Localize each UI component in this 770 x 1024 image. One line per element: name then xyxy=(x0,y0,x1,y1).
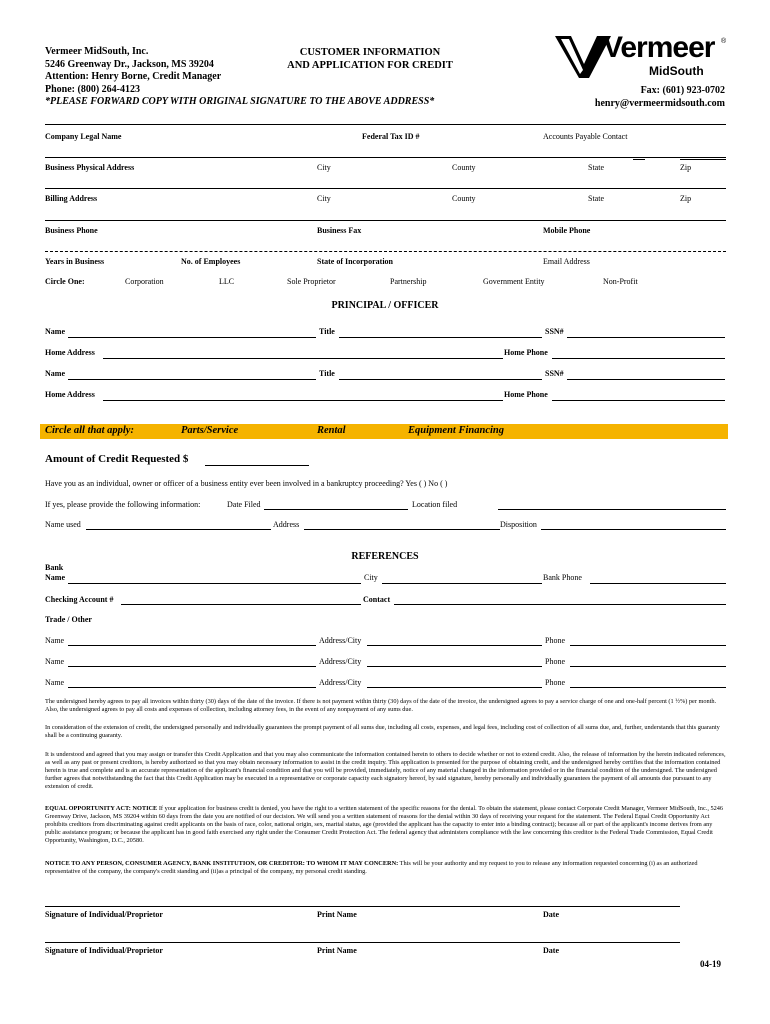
release-notice xyxy=(45,860,727,876)
equal-opportunity-text: If your application for business credit is denied, you have the right to a written statement of the specific reasons for the denial. To obtain the statement, please contact Corporate Credit Manager, Vermeer MidSouth, Inc., 5246 Greenway Drive, Jackson, MS 39204 within 60 days from the date you are notified of our decision. We will send you a written statement of reasons for the denial within 30 days of receiving your request for the statement. The Federal Equal Credit Opportunity Act prohibits creditors from discriminating against credit applicants on the basis of race, color, national origin, sex, marital status, age (provided the applicant has the capacity to enter into a binding contract); because all or part of the applicant's income derives from any public assistance program; or because the applicant has in good faith exercised any right under the Consumer Credit Protection Act. The federal agency that administers compliance with the law concerning this creditor is the Federal Trade Commission, Equal Credit Opportunity, Washington, D.C., 20580. xyxy=(45,805,724,845)
company-fax: Fax: (601) 923-0702 xyxy=(640,85,725,96)
trade2-phone-label: Phone xyxy=(545,657,565,666)
tax-id-label: Federal Tax ID # xyxy=(362,132,420,141)
trade3-name-label: Name xyxy=(45,678,65,687)
credit-amount-label: Amount of Credit Requested $ xyxy=(45,453,189,465)
principal-name-field[interactable] xyxy=(68,337,316,338)
billing-state-label: State xyxy=(588,194,604,203)
ap-contact-label: Accounts Payable Contact xyxy=(543,132,628,141)
signature1-label: Signature of Individual/Proprietor xyxy=(45,910,163,919)
trade1-phone-field[interactable] xyxy=(570,645,726,646)
principal2-name-field[interactable] xyxy=(68,379,316,380)
entity-partnership[interactable]: Partnership xyxy=(390,277,427,286)
billing-zip-label: Zip xyxy=(680,194,692,203)
city-label: City xyxy=(317,163,331,172)
physical-address-label: Business Physical Address xyxy=(45,163,135,172)
trade3-name-field[interactable] xyxy=(68,687,316,688)
disposition-label: Disposition xyxy=(500,520,537,529)
terms-assignment: It is understood and agreed that you may assign or transfer this Credit Application and that you may also communicate the information contained herein to others to decide whether or not to extend credit. Also, the release of information by the herein indicated references, as well as any past or present creditors, is hereby authorized so that you may obtain necessary information to assist in the credit inquiry. This application is presented for the purpose of obtaining credit, and the undersigned hereby certifies that the information contained herein is true and complete and is an accurate representation of the applicant's financial condition and that you will be provided, immediately, notice of any material changed in the information provided or in the financial condition of the undersigned. The undersigned further agrees that notwithstanding the fact that this Credit Application may be executed in a representative or corporate capacity each signatory hereof, by said signature, hereby personally and individually guarantees the payment of all amounts due pursuant to any extension of credit. xyxy=(45,751,726,791)
contact-field[interactable] xyxy=(394,604,726,605)
disposition-field[interactable] xyxy=(541,529,726,530)
trade3-address-label: Address/City xyxy=(319,678,362,687)
date1-label: Date xyxy=(543,910,559,919)
trade2-name-field[interactable] xyxy=(68,666,316,667)
county-label: County xyxy=(452,163,476,172)
principal2-ssn-field[interactable] xyxy=(567,379,725,380)
references-heading: REFERENCES xyxy=(351,551,419,562)
state-label: State xyxy=(588,163,604,172)
entity-nonprofit[interactable]: Non-Profit xyxy=(603,277,638,286)
entity-llc[interactable]: LLC xyxy=(219,277,235,286)
divider xyxy=(680,159,726,160)
equal-opportunity-heading: EQUAL OPPORTUNITY ACT: NOTICE xyxy=(45,805,158,812)
trade-label: Trade / Other xyxy=(45,615,92,624)
principal2-home-phone-label: Home Phone xyxy=(504,390,548,399)
logo-wordmark: Vermeer xyxy=(603,31,715,64)
print-name1-label: Print Name xyxy=(317,910,357,919)
billing-address-label: Billing Address xyxy=(45,194,98,203)
divider xyxy=(45,124,726,125)
option-equipment-financing[interactable]: Equipment Financing xyxy=(408,425,504,436)
trade2-address-field[interactable] xyxy=(367,666,542,667)
terms-payment: The undersigned hereby agrees to pay all invoices within thirty (30) days of the date of the invoice. If there is not payment within thirty (30) days of the date of the invoice, the undersigned agrees to pay a service charge of one and one-half percent (1 ½%) per month. Also, the undersigned agrees to pay all costs and expenses of collection, including attorney fees, in the event of any nonpayment of any sums due. xyxy=(45,698,717,714)
date2-label: Date xyxy=(543,946,559,955)
attention-line: Attention: Henry Borne, Credit Manager xyxy=(45,71,222,82)
trade1-name-label: Name xyxy=(45,636,65,645)
principal2-home-phone-field[interactable] xyxy=(552,400,725,401)
principal-title-label: Title xyxy=(319,327,335,336)
principal-home-address-label: Home Address xyxy=(45,348,95,357)
bank-city-field[interactable] xyxy=(382,583,542,584)
trade1-address-field[interactable] xyxy=(367,645,542,646)
company-name: Vermeer MidSouth, Inc. xyxy=(45,46,149,57)
principal-home-phone-field[interactable] xyxy=(552,358,725,359)
divider xyxy=(45,157,726,158)
trade3-phone-label: Phone xyxy=(545,678,565,687)
employees-label: No. of Employees xyxy=(181,257,241,266)
release-notice-heading: NOTICE TO ANY PERSON, CONSUMER AGENCY, BANK INSTITUTION, OR CREDITOR: TO WHOM IT MAY CONCERN: xyxy=(45,860,399,867)
trade2-address-label: Address/City xyxy=(319,657,362,666)
bank-name-label-block xyxy=(45,563,65,583)
form-title-line1: CUSTOMER INFORMATION xyxy=(299,47,441,58)
bank-city-label: City xyxy=(364,573,378,582)
zip-label: Zip xyxy=(680,163,692,172)
divider xyxy=(633,159,645,160)
bank-label: Bank xyxy=(45,563,64,572)
trade2-phone-field[interactable] xyxy=(570,666,726,667)
principal-name-label: Name xyxy=(45,327,65,336)
release-notice-text: This will be your authority and my request to you to release any information requested concerning (i) as an authorized representative of the company, the company's credit standing and (ii)as a principal of the company, my personal credit standing. xyxy=(45,860,698,876)
state-inc-label: State of Incorporation xyxy=(317,257,393,266)
fax-email-block xyxy=(560,85,725,110)
principal2-home-address-field[interactable] xyxy=(103,400,503,401)
location-filed-field[interactable] xyxy=(498,509,726,510)
terms-guaranty: In consideration of the extension of credit, the undersigned personally and individually guarantees the prompt payment of all sums due, including all costs, expenses, and legal fees, including cost of collection of all sums due, and, further, understands that this guaranty shall be a continuing guaranty. xyxy=(45,724,720,740)
checking-label: Checking Account # xyxy=(45,595,114,604)
circle-one-label: Circle One: xyxy=(45,277,85,286)
legal-name-label: Company Legal Name xyxy=(45,132,122,141)
date-filed-label: Date Filed xyxy=(227,500,261,509)
circle-all-label: Circle all that apply: xyxy=(45,425,134,436)
principal2-name-label: Name xyxy=(45,369,65,378)
option-rental[interactable]: Rental xyxy=(317,425,346,436)
years-label: Years in Business xyxy=(45,257,105,266)
trade3-phone-field[interactable] xyxy=(570,687,726,688)
billing-county-label: County xyxy=(452,194,476,203)
if-yes-label: If yes, please provide the following information: xyxy=(45,500,201,509)
bank-name-field[interactable] xyxy=(68,583,361,584)
logo-subtitle: MidSouth xyxy=(649,64,704,78)
location-filed-label: Location filed xyxy=(412,500,458,509)
trade1-name-field[interactable] xyxy=(68,645,316,646)
credit-amount-field[interactable] xyxy=(205,465,309,466)
company-email: henry@vermeermidsouth.com xyxy=(594,97,725,109)
equal-opportunity-notice xyxy=(45,805,727,845)
billing-city-label: City xyxy=(317,194,331,203)
principal-ssn-field[interactable] xyxy=(567,337,725,338)
entity-corporation[interactable]: Corporation xyxy=(125,277,164,286)
principal-home-phone-label: Home Phone xyxy=(504,348,548,357)
bankruptcy-question: Have you as an individual, owner or officer of a business entity ever been involved in a bankruptcy proceeding? Yes ( ) No ( ) xyxy=(45,479,448,488)
name-used-field[interactable] xyxy=(86,529,271,530)
bk-address-field[interactable] xyxy=(304,529,500,530)
bank-name-label: Name xyxy=(45,573,65,582)
principal-title-field[interactable] xyxy=(339,337,542,338)
trade2-name-label: Name xyxy=(45,657,65,666)
form-title-line2: AND APPLICATION FOR CREDIT xyxy=(287,60,453,71)
divider xyxy=(45,220,726,221)
date-filed-field[interactable] xyxy=(264,509,408,510)
option-parts-service[interactable]: Parts/Service xyxy=(181,425,239,436)
divider xyxy=(45,188,726,189)
trade1-phone-label: Phone xyxy=(545,636,565,645)
bank-phone-field[interactable] xyxy=(590,583,726,584)
divider xyxy=(45,251,726,252)
logo-registered-mark: ® xyxy=(721,38,727,45)
print-name2-label: Print Name xyxy=(317,946,357,955)
form-title xyxy=(250,46,490,72)
trade1-address-label: Address/City xyxy=(319,636,362,645)
form-code: 04-19 xyxy=(700,959,721,969)
principal2-title-label: Title xyxy=(319,369,335,378)
business-phone-label: Business Phone xyxy=(45,226,98,235)
signature2-label: Signature of Individual/Proprietor xyxy=(45,946,163,955)
vermeer-logo xyxy=(553,31,729,82)
principal2-ssn-label: SSN# xyxy=(545,369,564,378)
principal2-title-field[interactable] xyxy=(339,379,542,380)
bk-address-label: Address xyxy=(273,520,300,529)
business-fax-label: Business Fax xyxy=(317,226,362,235)
checking-field[interactable] xyxy=(121,604,361,605)
forward-note: *PLEASE FORWARD COPY WITH ORIGINAL SIGNATURE TO THE ABOVE ADDRESS* xyxy=(45,96,435,107)
trade3-address-field[interactable] xyxy=(367,687,542,688)
signature1-line[interactable] xyxy=(45,906,680,907)
entity-sole-proprietor[interactable]: Sole Proprietor xyxy=(287,277,336,286)
principal-heading: PRINCIPAL / OFFICER xyxy=(331,300,439,311)
contact-label: Contact xyxy=(363,595,391,604)
mobile-phone-label: Mobile Phone xyxy=(543,226,591,235)
company-street: 5246 Greenway Dr., Jackson, MS 39204 xyxy=(45,58,214,70)
bank-phone-label: Bank Phone xyxy=(543,573,582,582)
entity-government[interactable]: Government Entity xyxy=(483,277,545,286)
services-bar xyxy=(40,424,728,439)
principal-home-address-field[interactable] xyxy=(103,358,503,359)
principal2-home-address-label: Home Address xyxy=(45,390,95,399)
email-label: Email Address xyxy=(543,257,590,266)
signature2-line[interactable] xyxy=(45,942,680,943)
principal-ssn-label: SSN# xyxy=(545,327,564,336)
name-used-label: Name used xyxy=(45,520,81,529)
company-phone: Phone: (800) 264-4123 xyxy=(45,83,140,95)
